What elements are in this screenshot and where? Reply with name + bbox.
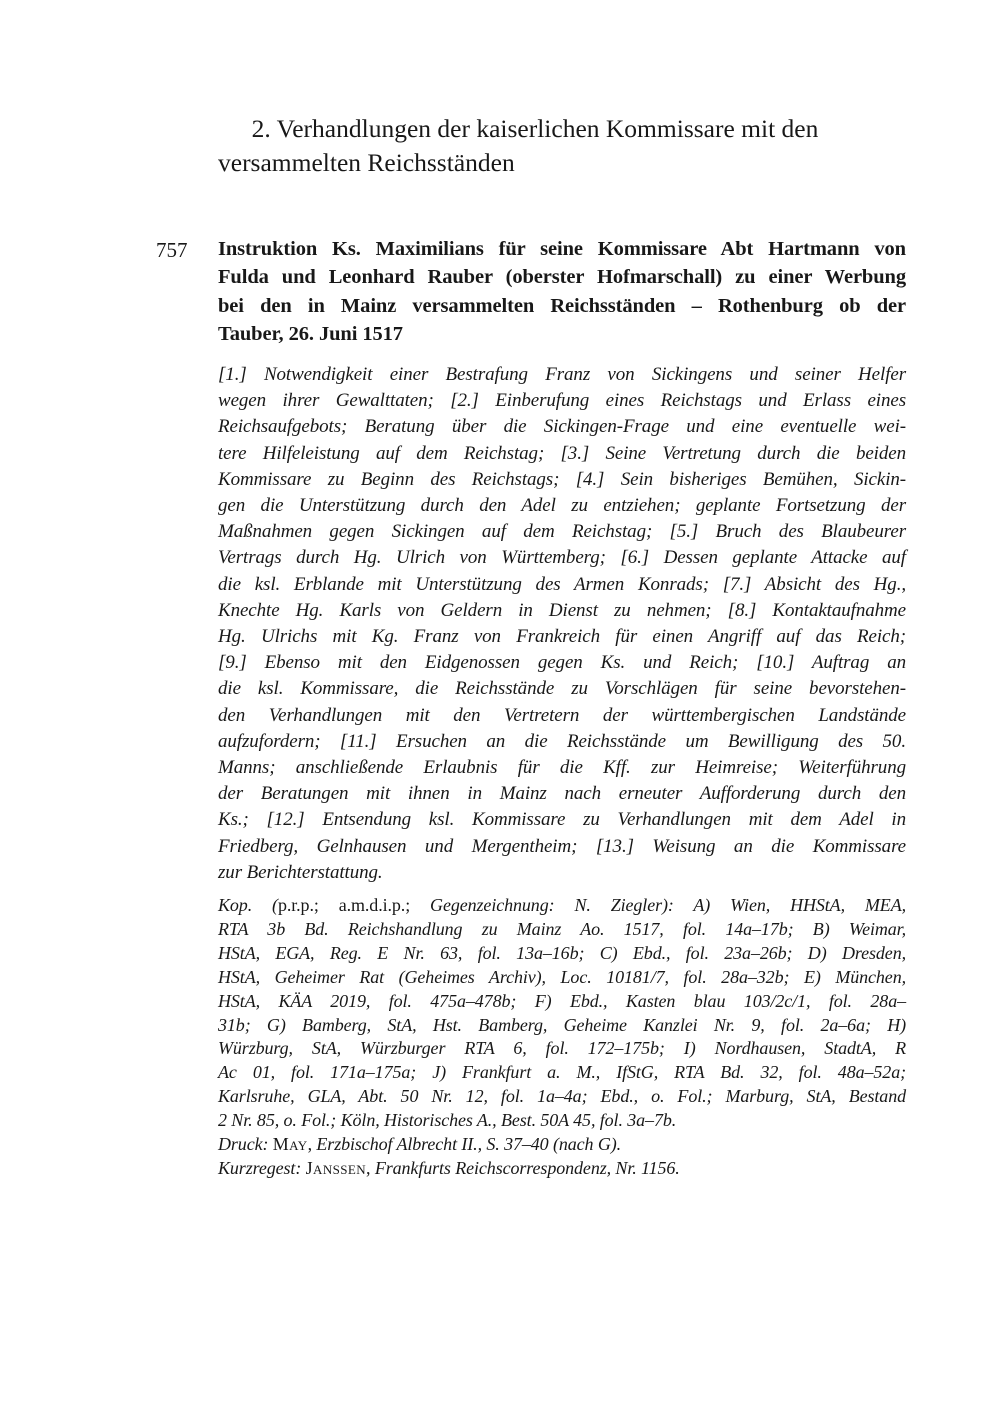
text-line: Ks.; [12.] Entsendung ksl. Kommissare zu Verhandlungen mit dem Adel in [218,809,906,831]
entry-summary [218,362,906,886]
text-line: die ksl. Erblande mit Unterstützung des Armen Konrads; [7.] Absicht des Hg., [218,573,906,595]
text-line: tere Hilfeleistung auf dem Reichstag; [3.] Seine Vertretung durch die beiden [218,442,906,464]
text-line: HStA, Geheimer Rat (Geheimes Archiv), Loc. 10181/7, fol. 28a–32b; E) München, [218,966,906,987]
kurzregest-note [218,1157,906,1181]
text-segment: p.r.p.; a.m.d.i.p.; [277,895,431,915]
text-line: Vertrags durch Hg. Ulrich von Württemberg; [6.] Dessen geplante Attacke auf [218,547,906,569]
section-heading [218,112,852,180]
druck-note [218,1133,906,1157]
text-line: HStA, EGA, Reg. E Nr. 63, fol. 13a–16b; C) Ebd., fol. 23a–26b; D) Dresden, [218,942,906,963]
text-segment: , [366,1157,375,1178]
text-line: Karlsruhe, GLA, Abt. 50 Nr. 12, fol. 1a–4a; Ebd., o. Fol.; Marburg, StA, Bestand [218,1086,906,1107]
text-line: Reichsaufgebots; Beratung über die Sickingen-Frage und eine eventuelle wei- [218,416,906,438]
text-line: Instruktion Ks. Maximilians für seine Kommissare Abt Hartmann von [218,238,906,260]
text-line: Maßnahmen gegen Sickingen auf dem Reichstag; [5.] Bruch des Blaubeurer [218,521,906,543]
text-line: HStA, KÄA 2019, fol. 475a–478b; F) Ebd., Kasten blau 103/2c/1, fol. 28a– [218,990,906,1011]
text-line: 2. Verhandlungen der kaiserlichen Kommissare mit den [251,114,819,143]
text-line: wegen ihrer Gewalttaten; [2.] Einberufung eines Reichstags und Erlass eines [218,390,906,412]
text-line: versammelten Reichsständen [218,148,515,177]
text-line: zur Berichterstattung. [218,861,383,883]
text-line: der Beratungen mit ihnen in Mainz nach erneuter Aufforderung durch den [218,783,906,805]
text-line [218,1157,906,1181]
text-line: Tauber, 26. Juni 1517 [218,322,403,345]
kop-note [218,894,906,1133]
text-segment: Frankfurts Reichscorrespondenz, Nr. 1156. [374,1157,680,1178]
text-line: Friedberg, Gelnhausen und Mergentheim; [13.] Weisung an die Kommissare [218,835,906,857]
text-line [218,894,906,918]
text-segment: Druck: [218,1134,273,1155]
text-line: 31b; G) Bamberg, StA, Hst. Bamberg, Geheime Kanzlei Nr. 9, fol. 2a–6a; H) [218,1014,906,1035]
entry-number: 757 [156,238,188,262]
text-segment: Janssen [305,1157,367,1178]
text-segment: May [272,1134,308,1155]
text-line: aufzufordern; [11.] Ersuchen an die Reichsstände um Bewilligung des 50. [218,730,906,752]
text-line: RTA 3b Bd. Reichshandlung zu Mainz Ao. 1517, fol. 14a–17b; B) Weimar, [218,918,906,939]
text-segment: Kurzregest: [218,1157,306,1178]
text-line: die ksl. Kommissare, die Reichsstände zu Vorschlägen für seine bevorstehen- [218,678,906,700]
text-line: Kommissare zu Beginn des Reichstags; [4.] Sein bisheriges Bemühen, Sickin- [218,468,906,490]
text-line: Würzburg, StA, Würzburger RTA 6, fol. 172–175b; I) Nordhausen, StadtA, R [218,1038,906,1059]
text-line: Knechte Hg. Karls von Geldern in Dienst zu nehmen; [8.] Kontaktaufnahme [218,599,906,621]
entry-title [218,235,906,348]
text-line: gen die Unterstützung durch den Adel zu entziehen; geplante Fortsetzung der [218,495,906,517]
text-line: Manns; anschließende Erlaubnis für die Kff. zur Heimreise; Weiterführung [218,757,906,779]
text-segment: Gegenzeichnung: N. Ziegler): A) Wien, HHStA, MEA, [430,895,906,915]
text-segment: , [307,1134,317,1155]
text-line: bei den in Mainz versammelten Reichsständen – Rothenburg ob der [218,294,906,317]
text-line [218,1133,906,1157]
text-line: den Verhandlungen mit den Vertretern der württembergischen Landstände [218,704,906,726]
text-line: Fulda und Leonhard Rauber (oberster Hofmarschall) zu einer Werbung [218,266,906,289]
text-line: [9.] Ebenso mit den Eidgenossen gegen Ks. und Reich; [10.] Auftrag an [218,652,906,674]
text-line: Hg. Ulrichs mit Kg. Franz von Frankreich für einen Angriff auf das Reich; [218,626,906,648]
text-segment: Erzbischof Albrecht II., S. 37–40 (nach G). [316,1134,622,1155]
text-segment: Kop. ( [218,895,278,915]
source-notes [218,894,906,1181]
text-line: [1.] Notwendigkeit einer Bestrafung Franz von Sickingens und seiner Helfer [218,364,906,385]
text-line: 2 Nr. 85, o. Fol.; Köln, Historisches A., Best. 50A 45, fol. 3a–7b. [218,1110,677,1131]
text-line: Ac 01, fol. 171a–175a; J) Frankfurt a. M., IfStG, RTA Bd. 32, fol. 48a–52a; [218,1062,906,1083]
